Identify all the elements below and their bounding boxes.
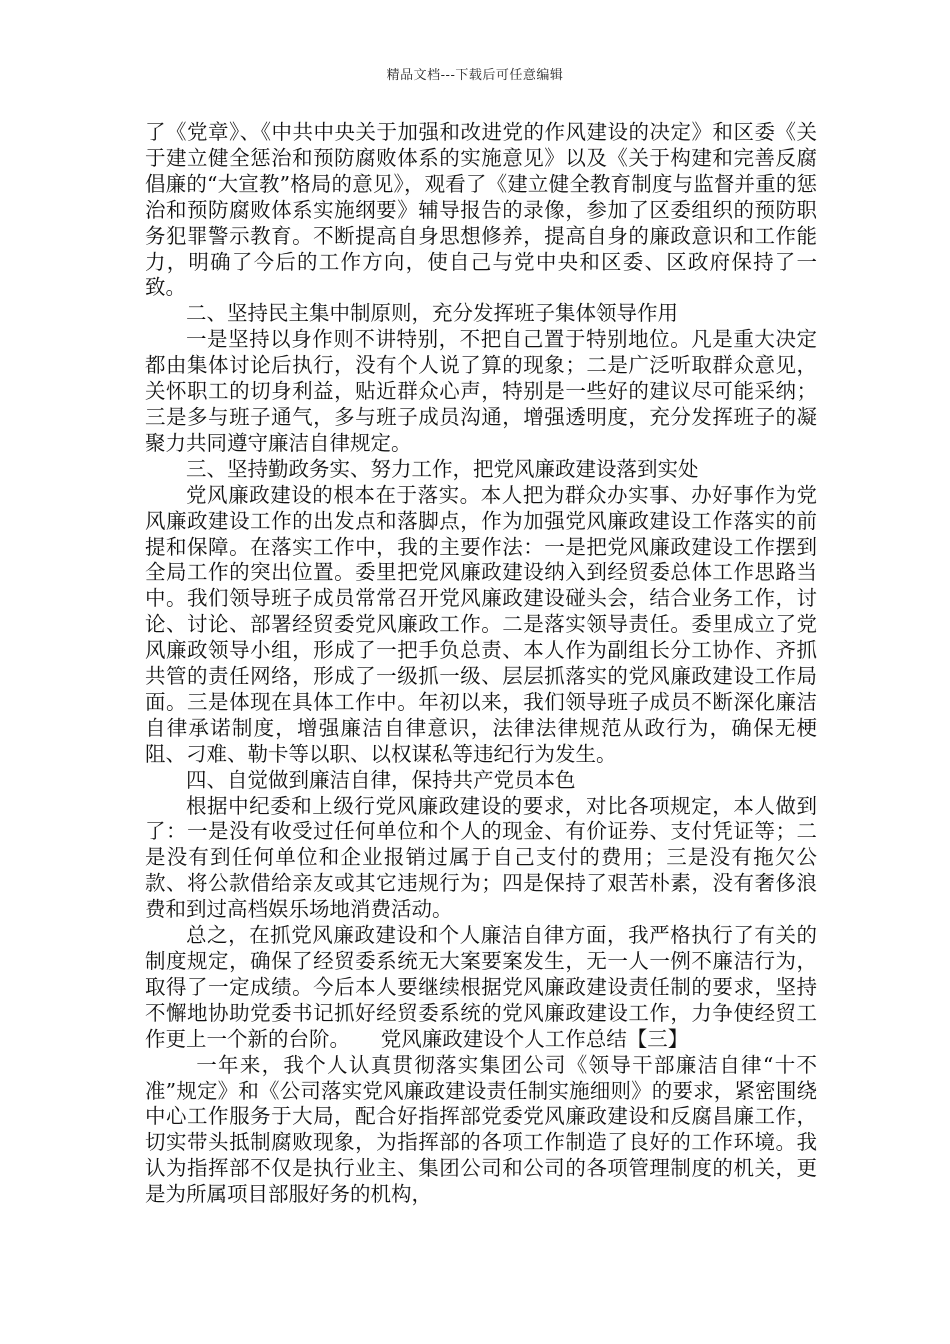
paragraph-section-2: 一是坚持以身作则不讲特别，不把自己置于特别地位。凡是重大决定都由集体讨论后执行，没有个人说了算的现象；二是广泛听取群众意见，关怀职工的切身利益，贴近群众心声，特别是一些好的建议尽可能采纳；三是多与班子通气，多与班子成员沟通，增强透明度，充分发挥班子的凝聚力共同遵守廉洁自律规定。	[145, 327, 817, 455]
section-heading-3: 三、坚持勤政务实、努力工作，把党风廉政建设落到实处	[186, 456, 699, 481]
paragraph-conclusion: 总之，在抓党风廉政建设和个人廉洁自律方面，我严格执行了有关的制度规定，确保了经贸委系统无大案要案发生，无一人一例不廉洁行为，取得了一定成绩。今后本人要继续根据党风廉政建设责任制的要求，坚持不懈地协助党委书记抓好经贸委系统的党风廉政建设工作，力争使经贸工作更上一个新的台阶。 党风廉政建设个人工作总结【三】	[145, 923, 817, 1051]
section-heading-4: 四、自觉做到廉洁自律，保持共产党员本色	[186, 767, 576, 792]
page-header: 精品文档---下载后可任意编辑	[386, 68, 564, 83]
paragraph-section-4: 根据中纪委和上级行党风廉政建设的要求，对比各项规定，本人做到了：一是没有收受过任何单位和个人的现金、有价证券、支付凭证等；二是没有到任何单位和企业报销过属于自己支付的费用；三是没有拖欠公款、将公款借给亲友或其它违规行为；四是保持了艰苦朴素，没有奢侈浪费和到过高档娱乐场地消费活动。	[145, 793, 817, 922]
section-heading-2: 二、坚持民主集中制原则，充分发挥班子集体领导作用	[186, 301, 678, 326]
document-body	[145, 120, 817, 1208]
paragraph-summary-three: 一年来，我个人认真贯彻落实集团公司《领导干部廉洁自律“十不准”规定》和《公司落实党风廉政建设责任制实施细则》的要求，紧密围绕中心工作服务于大局，配合好指挥部党委党风廉政建设和反腐昌廉工作，切实带头抵制腐败现象，为指挥部的各项工作制造了良好的工作环境。我认为指挥部不仅是执行业主、集团公司和公司的各项管理制度的机关，更是为所属项目部服好务的机构，	[145, 1052, 817, 1207]
paragraph-section-3: 党风廉政建设的根本在于落实。本人把为群众办实事、办好事作为党风廉政建设工作的出发点和落脚点，作为加强党风廉政建设工作落实的前提和保障。在落实工作中，我的主要作法：一是把党风廉政建设工作摆到全局工作的突出位置。委里把党风廉政建设纳入到经贸委总体工作思路当中。我们领导班子成员常常召开党风廉政建设碰头会，结合业务工作，讨论、讨论、部署经贸委党风廉政工作。二是落实领导责任。委里成立了党风廉政领导小组，形成了一把手负总责、本人作为副组长分工协作、齐抓共管的责任网络，形成了一级抓一级、层层抓落实的党风廉政建设工作局面。三是体现在具体工作中。年初以来，我们领导班子成员不断深化廉洁自律承诺制度，增强廉洁自律意识，法律法律规范从政行为，确保无梗阻、刁难、勒卡等以职、以权谋私等违纪行为发生。	[145, 482, 817, 766]
paragraph-continuation: 了《党章》、《中共中央关于加强和改进党的作风建设的决定》和区委《关于建立健全惩治和预防腐败体系的实施意见》以及《关于构建和完善反腐倡廉的“大宣教”格局的意见》，观看了《建立健全教育制度与监督并重的惩治和预防腐败体系实施纲要》辅导报告的录像，参加了区委组织的预防职务犯罪警示教育。不断提高自身思想修养，提高自身的廉政意识和工作能力，明确了今后的工作方向，使自己与党中央和区委、区政府保持了一致。	[145, 120, 817, 300]
